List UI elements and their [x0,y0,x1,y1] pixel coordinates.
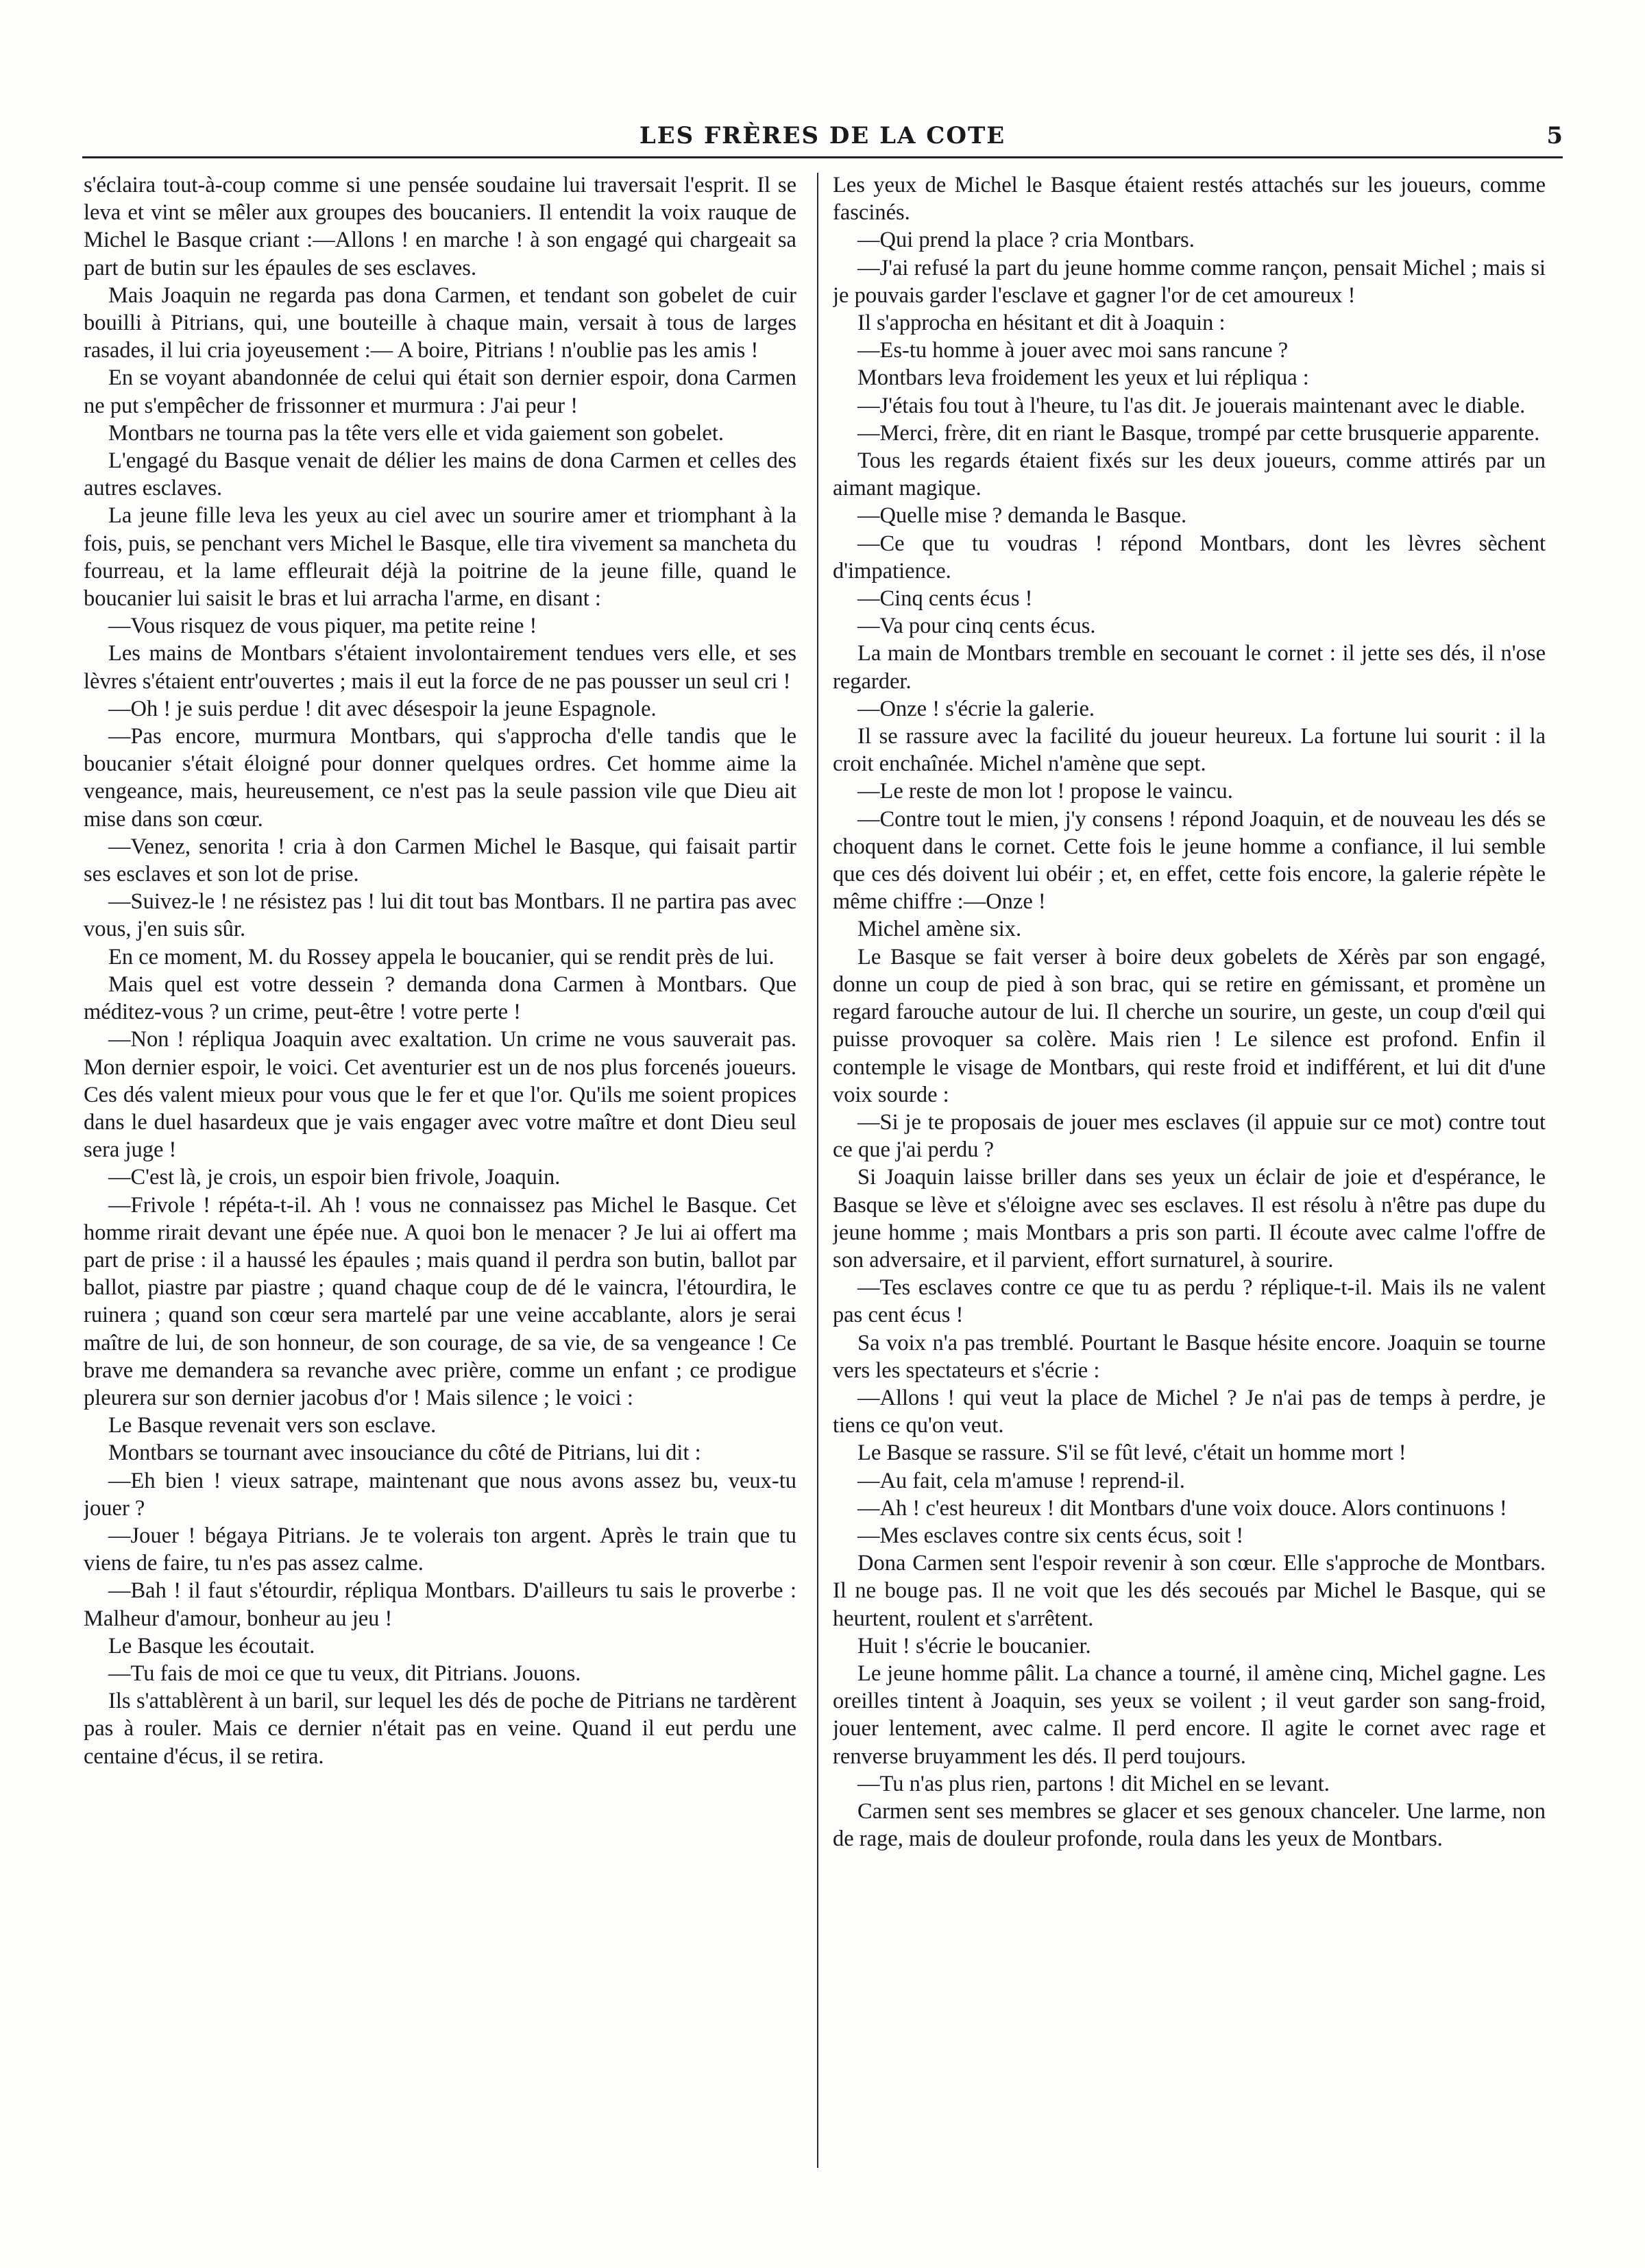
paragraph: Le Basque se rassure. S'il se fût levé, c'était un homme mort ! [857,1440,1406,1466]
paragraph: La jeune fille leva les yeux au ciel avec un sourire amer et triomphant à la fois, puis, se penchant vers Michel le Basque, elle tira vivement sa mancheta du fourreau, et la lame effleurait déjà la poitrine de la jeune fille, quand le boucanier lui saisit le bras et lui arracha l'arme, en disant : [84,503,796,612]
paragraph: Si Joaquin laisse briller dans ses yeux un éclair de joie et d'espérance, le Basque se lève et s'éloigne avec ses esclaves. Il est résolu à n'être pas dupe du jeune homme ; mais Montbars a pris son parti. Il écoute avec calme l'offre de son adversaire, et il parvient, effort surnaturel, à sourire. [833,1165,1546,1272]
paragraph: —Ah ! c'est heureux ! dit Montbars d'une voix douce. Alors continuons ! [857,1495,1507,1521]
paragraph: —Le reste de mon lot ! propose le vaincu. [857,779,1233,804]
left-column [84,171,796,2221]
paragraph: —Venez, senorita ! cria à don Carmen Michel le Basque, qui faisait partir ses esclaves et son lot de prise. [84,834,796,887]
paragraph: —Si je te proposais de jouer mes esclaves (il appuie sur ce mot) contre tout ce que j'ai perdu ? [833,1109,1546,1163]
paragraph: —Onze ! s'écrie la galerie. [857,696,1095,721]
paragraph: Carmen sent ses membres se glacer et ses genoux chanceler. Une larme, non de rage, mais de douleur profonde, roula dans les yeux de Montbars. [833,1798,1546,1852]
paragraph: —Va pour cinq cents écus. [857,614,1096,639]
column-divider [817,173,818,2168]
paragraph: —Contre tout le mien, j'y consens ! répond Joaquin, et de nouveau les dés se choquent dans le cornet. Cette fois le jeune homme a confiance, il lui semble que ces dés doivent lui obéir ; et, en effet, cette fois encore, la galerie répète le même chiffre :—Onze ! [833,806,1546,915]
paragraph: En ce moment, M. du Rossey appela le boucanier, qui se rendit près de lui. [108,944,775,969]
paragraph: —Oh ! je suis perdue ! dit avec désespoir la jeune Espagnole. [108,696,657,721]
paragraph: Mais quel est votre dessein ? demanda dona Carmen à Montbars. Que méditez-vous ? un crime, peut-être ! votre perte ! [84,972,796,1025]
right-column [833,171,1546,2221]
paragraph: Huit ! s'écrie le boucanier. [857,1633,1091,1658]
paragraph: —Es-tu homme à jouer avec moi sans rancune ? [857,338,1289,363]
paragraph: —Frivole ! répéta-t-il. Ah ! vous ne connaissez pas Michel le Basque. Cet homme rirait devant une épée nue. A quoi bon le menacer ? Je lui ai offert ma part de prise : il a haussé les épaules ; mais quand il perdra son butin, ballot par ballot, piastre par piastre ; quand chaque coup de dé le vaincra, l'étourdira, le ruinera ; quand son cœur sera martelé par une veine accablante, alors je serai maître de lui, de son honneur, de son courage, de sa vie, de sa vengeance ! Ce brave me demandera sa revanche avec prière, comme un enfant ; ce prodigue pleurera sur son dernier jacobus d'or ! Mais silence ; le voici : [84,1192,796,1410]
paragraph: —Non ! répliqua Joaquin avec exaltation. Un crime ne vous sauverait pas. Mon dernier espoir, le voici. Cet aventurier est un de nos plus forcenés joueurs. Ces dés valent mieux pour vous que le fer et que l'or. Qu'ils me soient propices dans le duel hasardeux que je vais engager avec votre maître et dont Dieu seul sera juge ! [84,1027,796,1163]
paragraph: Dona Carmen sent l'espoir revenir à son cœur. Elle s'approche de Montbars. Il ne bouge pas. Il ne voit que les dés secoués par Michel le Basque, qui se heurtent, roulent et s'arrêtent. [833,1551,1546,1631]
paragraph: Il se rassure avec la facilité du joueur heureux. La fortune lui sourit : il la croit enchaînée. Michel n'amène que sept. [833,724,1546,777]
paragraph: —Vous risquez de vous piquer, ma petite reine ! [108,614,537,639]
paragraph: Montbars ne tourna pas la tête vers elle et vida gaiement son gobelet. [108,420,724,446]
page-number: 5 [1546,122,1563,149]
paragraph: —Suivez-le ! ne résistez pas ! lui dit tout bas Montbars. Il ne partira pas avec vous, j'en suis sûr. [84,889,796,942]
paragraph: —Qui prend la place ? cria Montbars. [857,228,1195,253]
paragraph: Le jeune homme pâlit. La chance a tourné, il amène cinq, Michel gagne. Les oreilles tintent à Joaquin, ses yeux se voilent ; il veut garder son sang-froid, jouer lentement, avec calme. Il perd encore. Il agite le cornet avec rage et renverse bruyamment les dés. Il perd toujours. [833,1661,1546,1769]
paragraph: Ils s'attablèrent à un baril, sur lequel les dés de poche de Pitrians ne tardèrent pas à rouler. Mais ce dernier n'était pas en veine. Quand il eut perdu une centaine d'écus, il se retira. [84,1689,796,1769]
paragraph: —Mes esclaves contre six cents écus, soit ! [857,1523,1244,1548]
paragraph: —J'ai refusé la part du jeune homme comme rançon, pensait Michel ; mais si je pouvais garder l'esclave et gagner l'or de cet amoureux ! [833,255,1546,308]
paragraph: —Tu n'as plus rien, partons ! dit Michel en se levant. [857,1771,1330,1796]
paragraph: La main de Montbars tremble en secouant le cornet : il jette ses dés, il n'ose regarder. [833,641,1546,694]
paragraph: —Bah ! il faut s'étourdir, répliqua Montbars. D'ailleurs tu sais le proverbe : Malheur d'amour, bonheur au jeu ! [84,1578,796,1631]
paragraph: Les yeux de Michel le Basque étaient restés attachés sur les joueurs, comme fascinés. [833,173,1546,226]
paragraph: Montbars leva froidement les yeux et lui répliqua : [857,365,1309,391]
running-title: LES FRÈRES DE LA COTE [639,122,1006,149]
paragraph: s'éclaira tout-à-coup comme si une pensée soudaine lui traversait l'esprit. Il se leva et vint se mêler aux groupes des boucaniers. Il entendit la voix rauque de Michel le Basque criant :—Allons ! en marche ! à son engagé qui chargeait sa part de butin sur les épaules de ses esclaves. [84,173,796,280]
paragraph: —J'étais fou tout à l'heure, tu l'as dit. Je jouerais maintenant avec le diable. [857,393,1526,418]
paragraph: —Eh bien ! vieux satrape, maintenant que nous avons assez bu, veux-tu jouer ? [84,1468,796,1521]
paragraph: —C'est là, je crois, un espoir bien frivole, Joaquin. [108,1165,561,1190]
paragraph: Le Basque se fait verser à boire deux gobelets de Xérès par son engagé, donne un coup de pied à son brac, qui se retire en gémissant, et promène un regard farouche autour de lui. Il cherche un sourire, un geste, un coup d'œil qui puisse provoquer sa colère. Mais rien ! Le silence est profond. Enfin il contemple le visage de Montbars, qui reste froid et indifférent, et lui dit d'une voix sourde : [833,944,1546,1107]
paragraph: —Ce que tu voudras ! répond Montbars, dont les lèvres sèchent d'impatience. [833,531,1546,583]
paragraph: L'engagé du Basque venait de délier les mains de dona Carmen et celles des autres esclaves. [84,448,796,501]
paragraph: —Tu fais de moi ce que tu veux, dit Pitrians. Jouons. [108,1661,581,1686]
paragraph: Les mains de Montbars s'étaient involontairement tendues vers elle, et ses lèvres s'étaient entr'ouvertes ; mais il eut la force de ne pas pousser un seul cri ! [84,641,796,694]
paragraph: —Tes esclaves contre ce que tu as perdu ? réplique-t-il. Mais ils ne valent pas cent écus ! [833,1275,1546,1328]
paragraph: Le Basque les écoutait. [108,1633,315,1658]
paragraph: —Quelle mise ? demanda le Basque. [857,503,1187,529]
paragraph: —Pas encore, murmura Montbars, qui s'approcha d'elle tandis que le boucanier s'était éloigné pour donner quelques ordres. Cet homme aime la vengeance, mais, heureusement, ce n'est pas la seule passion vile que Dieu ait mise dans son cœur. [84,724,796,832]
paragraph: Il s'approcha en hésitant et dit à Joaquin : [857,311,1226,336]
paragraph: Le Basque revenait vers son esclave. [108,1413,437,1438]
paragraph: —Jouer ! bégaya Pitrians. Je te volerais ton argent. Après le train que tu viens de faire, tu n'es pas assez calme. [84,1523,796,1576]
paragraph: Sa voix n'a pas tremblé. Pourtant le Basque hésite encore. Joaquin se tourne vers les spectateurs et s'écrie : [833,1330,1546,1383]
paragraph: Montbars se tournant avec insouciance du côté de Pitrians, lui dit : [108,1440,701,1466]
paragraph: Tous les regards étaient fixés sur les deux joueurs, comme attirés par un aimant magique. [833,448,1546,501]
paragraph: —Au fait, cela m'amuse ! reprend-il. [857,1468,1185,1493]
page-header [82,122,1563,158]
paragraph: Mais Joaquin ne regarda pas dona Carmen, et tendant son gobelet de cuir bouilli à Pitrians, qui, une bouteille à chaque main, versait à tous de larges rasades, il lui cria joyeusement :— A boire, Pitrians ! n'oublie pas les amis ! [84,282,796,363]
paragraph: —Cinq cents écus ! [857,586,1033,612]
paragraph: —Merci, frère, dit en riant le Basque, trompé par cette brusquerie apparente. [857,420,1540,446]
paragraph: Michel amène six. [857,917,1022,942]
paragraph: —Allons ! qui veut la place de Michel ? Je n'ai pas de temps à perdre, je tiens ce qu'on veut. [833,1385,1546,1438]
paragraph: En se voyant abandonnée de celui qui était son dernier espoir, dona Carmen ne put s'empêcher de frissonner et murmura : J'ai peur ! [84,365,796,418]
